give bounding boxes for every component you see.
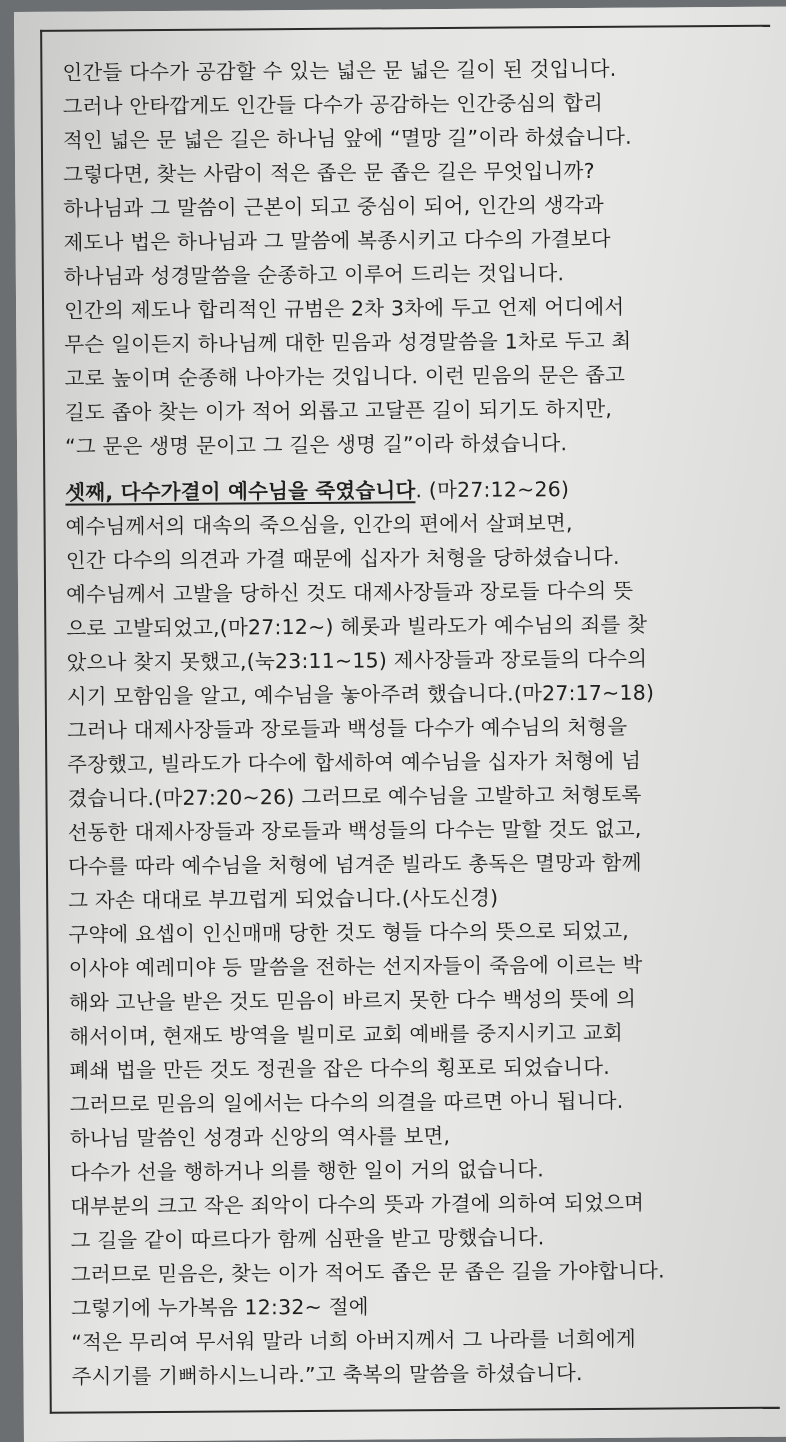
- text-line: 그렇다면, 찾는 사람이 적은 좁은 문 좁은 길은 무엇입니까?: [63, 158, 595, 187]
- text-line: “적은 무리여 무서워 말라 너희 아버지께서 그 나라를 너희에게: [71, 1326, 636, 1355]
- text-line: 으로 고발되었고,(마27:12~) 헤롯과 빌라도가 예수님의 죄를 찾: [66, 612, 648, 641]
- text-line: 겼습니다.(마27:20~26) 그러므로 예수님을 고발하고 처형토록: [67, 782, 642, 811]
- text-line: 인간들 다수가 공감할 수 있는 넓은 문 넓은 길이 된 것입니다.: [62, 56, 617, 85]
- paper-sheet: [14, 6, 786, 1441]
- section-heading-title: 셋째, 다수가결이 예수님을 죽였습니다: [65, 478, 416, 505]
- text-line: 인간 다수의 의견과 가결 때문에 십자가 처형을 당하셨습니다.: [65, 544, 620, 573]
- text-line: 무슨 일이든지 하나님께 대한 믿음과 성경말씀을 1차로 두고 최: [64, 328, 632, 357]
- text-line: 하나님과 그 말씀이 근본이 되고 중심이 되어, 인간의 생각과: [63, 192, 604, 221]
- text-line: 예수님께서의 대속의 죽으심을, 인간의 편에서 살펴보면,: [65, 511, 573, 539]
- text-line: 그러나 안타깝게도 인간들 다수가 공감하는 인간중심의 합리: [62, 90, 604, 119]
- text-line: 주장했고, 빌라도가 다수에 합세하여 예수님을 십자가 처형에 넘: [67, 748, 642, 777]
- section-heading-reference: . (마27:12~26): [415, 477, 570, 503]
- text-line: 폐쇄 법을 만든 것도 정권을 잡은 다수의 횡포로 되었습니다.: [69, 1054, 610, 1083]
- text-line: 그렇기에 누가복음 12:32~ 절에: [70, 1294, 369, 1321]
- text-line: 시기 모함임을 알고, 예수님을 놓아주려 했습니다.(마27:17~18): [66, 680, 655, 709]
- text-line: 제도나 법은 하나님과 그 말씀에 복종시키고 다수의 가결보다: [63, 226, 611, 255]
- text-line: 다수가 선을 행하거나 의를 행한 일이 거의 없습니다.: [70, 1157, 544, 1185]
- text-line: 다수를 따라 예수님을 처형에 넘겨준 빌라도 총독은 멸망과 함께: [67, 850, 642, 879]
- text-line: 그 자손 대대로 부끄럽게 되었습니다.(사도신경): [68, 885, 499, 913]
- text-line: 그러므로 믿음은, 찾는 이가 적어도 좁은 문 좁은 길을 가야합니다.: [70, 1258, 665, 1287]
- text-line: 선동한 대제사장들과 장로들과 백성들의 다수는 말할 것도 없고,: [67, 816, 642, 845]
- document-body: [62, 51, 786, 1394]
- text-line: 고로 높이며 순종해 나아가는 것입니다. 이런 믿음의 문은 좁고: [64, 362, 626, 391]
- text-line: 이사야 예레미야 등 말씀을 전하는 선지자들이 죽음에 이르는 박: [68, 952, 643, 981]
- text-line: 예수님께서 고발을 당하신 것도 대제사장들과 장로들 다수의 뜻: [65, 578, 634, 607]
- text-line: 았으나 찾지 못했고,(눅23:11~15) 제사장들과 장로들의 다수의: [66, 646, 648, 675]
- paragraph-block-intro: [62, 51, 785, 464]
- text-line: 구약에 요셉이 인신매매 당한 것도 형들 다수의 뜻으로 되었고,: [68, 918, 630, 947]
- text-line: 그러므로 믿음의 일에서는 다수의 의결을 따르면 아니 됩니다.: [69, 1088, 624, 1117]
- text-line: “그 문은 생명 문이고 그 길은 생명 길”이라 하셨습니다.: [64, 431, 568, 459]
- text-line: 하나님 말씀인 성경과 신앙의 역사를 보면,: [69, 1123, 451, 1151]
- paragraph-block-main: [65, 505, 786, 1394]
- text-line: 적인 넓은 문 넓은 길은 하나님 앞에 “멸망 길”이라 하셨습니다.: [62, 124, 632, 153]
- text-line: 대부분의 크고 작은 죄악이 다수의 뜻과 가결에 의하여 되었으며: [70, 1190, 645, 1219]
- text-line: 하나님과 성경말씀을 순종하고 이루어 드리는 것입니다.: [63, 261, 565, 289]
- text-line: 길도 좁아 찾는 이가 적어 외롭고 고달픈 길이 되기도 하지만,: [64, 396, 613, 425]
- text-line: 그 길을 같이 따르다가 함께 심판을 받고 망했습니다.: [70, 1225, 545, 1253]
- text-line: 주시기를 기뻐하시느니라.”고 축복의 말씀을 하셨습니다.: [71, 1361, 583, 1389]
- text-line: 해와 고난을 받은 것도 믿음이 바르지 못한 다수 백성의 뜻에 의: [68, 986, 637, 1015]
- text-line: 그러나 대제사장들과 장로들과 백성들 다수가 예수님의 처형을: [66, 714, 628, 743]
- text-line: 인간의 제도나 합리적인 규범은 2차 3차에 두고 언제 어디에서: [64, 294, 625, 323]
- text-line: 해서이며, 현재도 방역을 빌미로 교회 예배를 중지시키고 교회: [69, 1020, 624, 1049]
- section-heading: [65, 471, 785, 510]
